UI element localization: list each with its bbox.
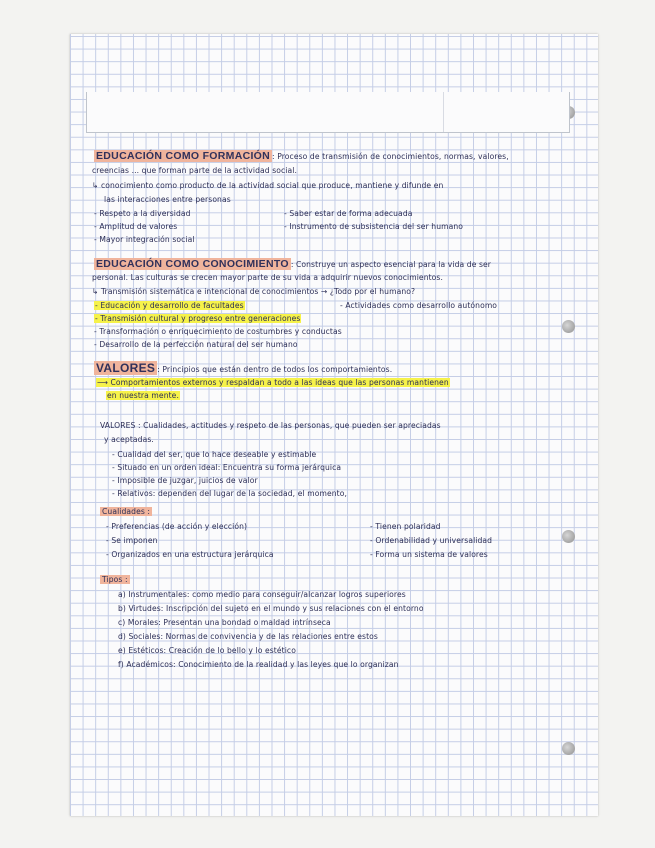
header-box [86,92,570,133]
section6-item-4: d) Sociales: Normas de convivencia y de las relaciones entre estos [118,632,378,641]
section5-left-3: - Organizados en una estructura jerárquica [106,550,274,559]
section2-line2: personal. Las culturas se crecen mayor parte de su vida a adquirir nuevos conocimientos. [92,273,443,282]
section2-item-3: - Transformación o enriquecimiento de costumbres y conductas [94,327,342,336]
section1-left-3: - Mayor integración social [94,235,195,244]
section6-item-2: b) Virtudes: Inscripción del sujeto en el mundo y sus relaciones con el entorno [118,604,424,613]
section1-right-2: - Instrumento de subsistencia del ser humano [284,222,464,231]
section5-right-1: - Tienen polaridad [370,522,441,531]
section3-title: VALORES [96,361,156,375]
section1-title: EDUCACIÓN COMO FORMACIÓN [96,150,271,162]
section4-line2: y aceptadas. [104,435,154,444]
section2-title: EDUCACIÓN COMO CONOCIMIENTO [96,258,289,270]
section2-line1: EDUCACIÓN COMO CONOCIMIENTO : Construye un aspecto esencial para la vida de ser [96,258,492,270]
section5-left-1: - Preferencias (de acción y elección) [106,522,248,531]
section5-right-2: - Ordenabilidad y universalidad [370,536,493,545]
section5-title: Cualidades : [102,507,151,516]
section4-item-1: - Cualidad del ser, que lo hace deseable y estimable [112,450,317,459]
section1-left-2: - Amplitud de valores [94,222,178,231]
section2-item-4: - Desarrollo de la perfección natural del ser humano [94,340,298,349]
section1-line4: las interacciones entre personas [104,195,231,204]
section5-left-2: - Se imponen [106,536,158,545]
section1-line2: creencias ... que forman parte de la actividad social. [92,166,297,175]
section4-item-4: - Relativos: dependen del lugar de la sociedad, el momento, [112,489,347,498]
punch-hole [562,320,575,333]
section1-left-1: - Respeto a la diversidad [94,209,191,218]
section2-right: - Actividades como desarrollo autónomo [340,301,498,310]
section6-item-3: c) Morales: Presentan una bondad o maldad intrínseca [118,618,331,627]
section6-item-5: e) Estéticos: Creación de lo bello y lo estético [118,646,296,655]
section2-item-2: - Transmisión cultural y progreso entre generaciones [95,314,301,323]
section4-line1: VALORES : Cualidades, actitudes y respeto de las personas, que pueden ser apreciadas [100,421,441,430]
section3-line2: ⟶ Comportamientos externos y respaldan a todo a las ideas que las personas mantienen [97,378,449,387]
section3-line3: en nuestra mente. [107,391,179,400]
section4-item-3: - Imposible de juzgar, juicios de valor [112,476,258,485]
section4-item-2: - Situado en un orden ideal: Encuentra su forma jerárquica [112,463,342,472]
section1-line3: ↳ conocimiento como producto de la actividad social que produce, mantiene y difunde en [92,181,444,190]
punch-hole [562,742,575,755]
section5-right-3: - Forma un sistema de valores [370,550,488,559]
section6-title: Tipos : [102,575,128,584]
section1-right-1: - Saber estar de forma adecuada [284,209,413,218]
section3-line1: VALORES : Principios que están dentro de todos los comportamientos. [96,361,393,375]
section2-line3: ↳ Transmisión sistemática e intencional de conocimientos → ¿Todo por el humano? [92,287,416,296]
section6-item-1: a) Instrumentales: como medio para conseguir/alcanzar logros superiores [118,590,406,599]
section1-line1: EDUCACIÓN COMO FORMACIÓN : Proceso de transmisión de conocimientos, normas, valores, [96,150,509,162]
punch-hole [562,530,575,543]
section2-item-1: - Educación y desarrollo de facultades [95,301,244,310]
section6-item-6: f) Académicos: Conocimiento de la realidad y las leyes que lo organizan [118,660,399,669]
